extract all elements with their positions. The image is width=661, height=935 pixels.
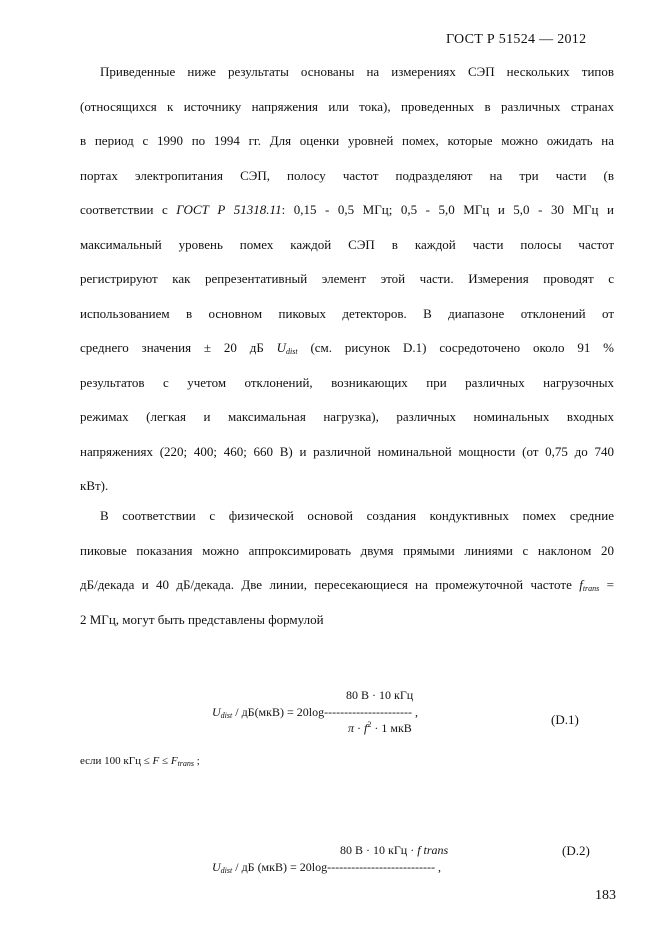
text-fragment: если 100 кГц ≤ — [80, 755, 153, 767]
text-line: режимах (легкая и максимальная нагрузка), различных номинальных входных — [80, 409, 614, 424]
text-line: 2 МГц, могут быть представлены формулой — [80, 611, 324, 627]
lhs-text: / дБ (мкВ) = 20log — [232, 860, 328, 874]
text-line: максимальный уровень помех каждой СЭП в каждой части полосы частот — [80, 236, 614, 252]
symbol-u: U — [212, 705, 221, 719]
standard-reference: ГОСТ Р 51318.11 — [176, 202, 282, 217]
paragraph-approximation — [80, 506, 614, 644]
document-header: ГОСТ Р 51524 — 2012 — [446, 32, 587, 47]
subscript-dist: dist — [286, 347, 298, 356]
text-fragment: = — [599, 577, 614, 592]
fraction-bar: --------------------------- , — [327, 860, 441, 874]
symbol-f: f — [364, 721, 368, 735]
text-line: (относящихся к источнику напряжения или тока), проведенных в различных странах — [80, 98, 614, 114]
text-line: В соответствии с физической основой создания кондуктивных помех средние — [100, 508, 614, 523]
text-line — [80, 575, 614, 610]
text-fragment: · 1 мкВ — [371, 721, 412, 735]
text-fragment: (см. рисунок D.1) сосредоточено около 91 % — [310, 340, 614, 355]
text-line: напряжениях (220; 400; 460; 660 В) и различной номинальной мощности (от 0,75 до 740 — [80, 443, 614, 459]
text-fragment: среднего значения ± 20 дБ — [80, 340, 277, 355]
subscript-trans: trans — [177, 759, 195, 768]
formula-lhs — [212, 860, 441, 875]
equation-number: (D.2) — [562, 843, 590, 858]
subscript-dist: dist — [220, 866, 233, 875]
subscript-dist: dist — [220, 711, 233, 720]
text-line — [80, 200, 614, 235]
text-fragment: · — [354, 721, 365, 735]
symbol-F: F — [152, 755, 160, 767]
formula-lhs — [212, 705, 418, 720]
numerator-text: 80 В · 10 кГц — [346, 688, 414, 702]
text-line: результатов с учетом отклонений, возникающих при различных нагрузочных — [80, 374, 614, 390]
text-line: портах электропитания СЭП, полосу частот подразделяют на три части (в — [80, 167, 614, 183]
text-fragment: ≤ — [159, 755, 171, 767]
text-line: в период с 1990 по 1994 гг. Для оценки уровней помех, которые можно ожидать на — [80, 133, 614, 148]
formula-denominator — [348, 720, 412, 736]
text-line: кВт). — [80, 478, 109, 493]
subscript-trans: trans — [582, 584, 600, 593]
symbol-u: U — [276, 340, 287, 355]
text-line: регистрируют как репрезентативный элемент этой части. Измерения проводят с — [80, 271, 614, 286]
formula-numerator — [340, 843, 448, 858]
text-fragment: : 0,15 - 0,5 МГц; 0,5 - 5,0 МГц и 5,0 - 30 МГц и — [281, 202, 614, 217]
symbol-f-trans: f trans — [417, 843, 449, 857]
fraction-bar: ---------------------- , — [324, 705, 419, 719]
text-line: использованием в основном пиковых детекторов. В диапазоне отклонений от — [80, 305, 614, 321]
equation-number: (D.1) — [551, 712, 579, 727]
text-line: пиковые показания можно аппроксимировать двумя прямыми линиями с наклоном 20 — [80, 542, 614, 558]
numerator-text: 80 В · 10 кГц · — [340, 843, 418, 857]
superscript: 2 — [367, 720, 372, 729]
text-line: Приведенные ниже результаты основаны на измерениях СЭП нескольких типов — [100, 64, 614, 79]
symbol-u: U — [212, 860, 221, 874]
symbol-f: f — [579, 577, 583, 592]
page-number: 183 — [595, 888, 616, 903]
text-fragment: соответствии с — [80, 202, 177, 217]
condition-text — [80, 755, 200, 768]
symbol-pi: π — [348, 721, 355, 735]
text-fragment: ; — [194, 755, 200, 767]
text-fragment: дБ/декада и 40 дБ/декада. Две линии, пересекающиеся на промежуточной частоте — [80, 577, 580, 592]
symbol-F: F — [170, 755, 178, 767]
lhs-text: / дБ(мкВ) = 20log — [232, 705, 325, 719]
text-line — [80, 338, 614, 373]
paragraph-results — [80, 62, 614, 511]
formula-numerator — [346, 688, 413, 703]
